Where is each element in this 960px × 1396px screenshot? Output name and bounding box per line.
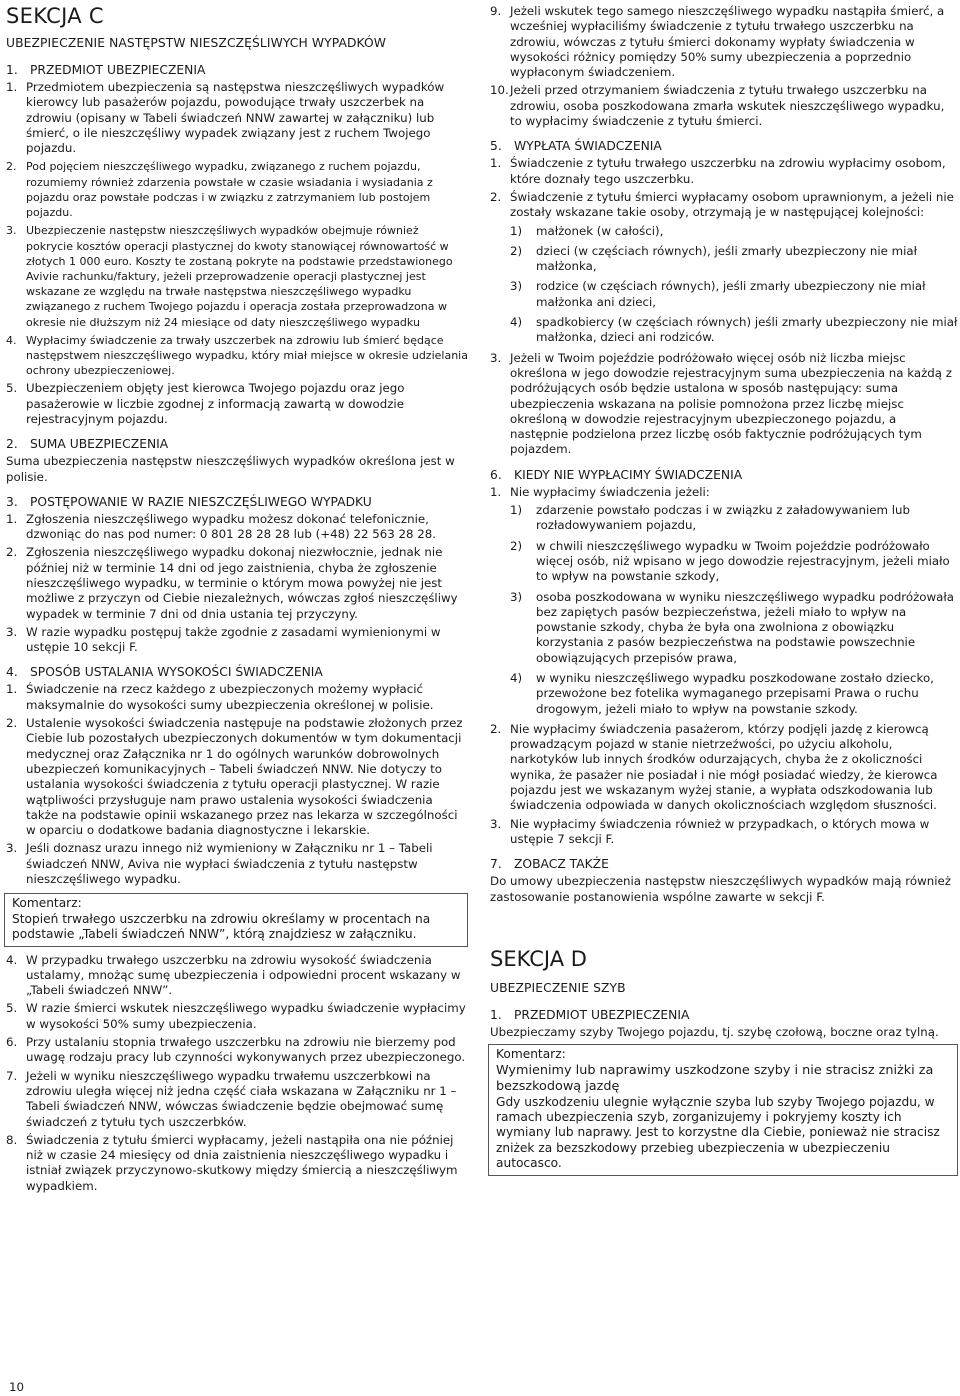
section-d-subtitle: UBEZPIECZENIE SZYB	[490, 980, 626, 995]
sub-list-item: 2) dzieci (w częściach równych), jeśli zmarły ubezpieczony nie miał małżonka,	[510, 243, 917, 274]
paragraph-c7: Do umowy ubezpieczenia następstw nieszczęśliwych wypadków mają również zastosowanie postanowienia wspólne zawarte w sekcji F.	[490, 874, 951, 904]
sub-list-item: 4) spadkobiercy (w częściach równych) jeśli zmarły ubezpieczony nie miał małżonka, dzieci ani rodziców.	[510, 315, 958, 345]
heading-c2: 2. SUMA UBEZPIECZENIA	[6, 437, 169, 452]
list-item: 2. Ustalenie wysokości świadczenia następuje na podstawie złożonych przez Ciebie lub pozostałych ubezpieczonych dokumentów w tym dokumentacji medycznej oraz Załącznika nr 1 do ogólnych warunków dobrowolnych ubezpieczeń komunikacyjnych – Tabeli świadczeń NNW. Nie dotyczy to ustalania wysokości świadczenia z tytułu operacji plastycznej. W razie wątpliwości przysługuje nam prawo ustalenia wysokości świadczenia także na podstawie opinii wskazanego przez nas lekarza w szczególności w oparciu o dodatkowe badania diagnostyczne i lekarskie.	[6, 716, 463, 838]
section-c-subtitle: UBEZPIECZENIE NASTĘPSTW NIESZCZĘŚLIWYCH WYPADKÓW	[6, 36, 387, 50]
paragraph-c2: Suma ubezpieczenia następstw nieszczęśliwych wypadków określona jest w polisie.	[6, 454, 455, 484]
section-d-title: SEKCJA D	[490, 946, 587, 971]
list-item: 9. Jeżeli wskutek tego samego nieszczęśliwego wypadku nastąpiła śmierć, a wcześniej wypłaciliśmy świadczenie z tytułu trwałego uszczerbku na zdrowiu, wówczas z tytułu śmierci dokonamy wypłaty świadczenia w wysokości różnicy pomiędzy 50% sumy ubezpieczenia a poprzednio wypłaconym świadczeniem.	[490, 4, 945, 80]
heading-c6: 6. KIEDY NIE WYPŁACIMY ŚWIADCZENIA	[490, 467, 743, 482]
list-item: 3. Jeżeli w Twoim pojeździe podróżowało więcej osób niż liczba miejsc określona w jego dowodzie rejestracyjnym suma ubezpieczenia na każdą z podróżujących osób będzie ustalona w sposób następujący: suma ubezpieczenia wskazana na polisie pomnożona przez liczbę miejsc określoną w dowodzie rejestracyjnym ubezpieczonego pojazdu, a następnie podzielona przez liczbę osób faktycznie podróżujących tym pojazdem.	[490, 350, 952, 457]
sub-list-item: 1) zdarzenie powstało podczas i w związku z załadowywaniem lub rozładowywaniem pojazdu,	[510, 503, 910, 533]
sub-list-item: 1) małżonek (w całości),	[510, 223, 664, 238]
section-c-title: SEKCJA C	[6, 4, 104, 28]
sub-list-item: 2) w chwili nieszczęśliwego wypadku w Twoim pojeździe podróżowało więcej osób, niż wpisano w jego dowodzie rejestracyjnym, jeżeli miało to wpływ na powstanie szkody,	[510, 538, 950, 584]
heading-c3: 3. POSTĘPOWANIE W RAZIE NIESZCZĘŚLIWEGO WYPADKU	[6, 494, 372, 509]
list-item: 5. W razie śmierci wskutek nieszczęśliwego wypadku świadczenie wypłacimy w wysokości 50% sumy ubezpieczenia.	[6, 1001, 466, 1031]
list-item: 2. Zgłoszenia nieszczęśliwego wypadku dokonaj niezwłocznie, jednak nie później niż w terminie 14 dni od jego zaistnienia, chyba że zgłoszenie nieszczęśliwego wypadku, w terminie o którym mowa powyżej nie jest możliwe z przyczyn od Ciebie niezależnych, wówczas zgłoś nieszczęśliwy wypadek w terminie 7 dni od dnia ustania tej przyczyny.	[6, 545, 458, 621]
heading-c7: 7. ZOBACZ TAKŻE	[490, 857, 609, 872]
list-item: 4. Wypłacimy świadczenie za trwały uszczerbek na zdrowiu lub śmierć będące następstwem nieszczęśliwego wypadku, który miał miejsce w okresie udzielania ochrony ubezpieczeniowej.	[6, 333, 468, 378]
list-item: 7. Jeżeli w wyniku nieszczęśliwego wypadku trwałemu uszczerbkowi na zdrowiu uległa więcej niż jedna część ciała wskazana w Załączniku nr 1 – Tabeli świadczeń NNW, wówczas świadczenie będzie obejmować sumę świadczeń z tytułu tych uszczerbków.	[6, 1068, 457, 1129]
left-column	[6, 4, 468, 1197]
list-item: 2. Pod pojęciem nieszczęśliwego wypadku, związanego z ruchem pojazdu, rozumiemy również zdarzenia powstałe w czasie wsiadania i wysiadania z pojazdu oraz powstałe podczas i w związku z zatrzymaniem lub postojem pojazdu.	[6, 160, 433, 220]
comment-text: Stopień trwałego uszczerbku na zdrowiu określamy w procentach na podstawie „Tabeli świadczeń NNW”, którą znajdziesz w załączniku.	[12, 911, 431, 942]
list-item: 2. Świadczenie z tytułu śmierci wypłacamy osobom uprawnionym, a jeżeli nie zostały wskazane takie osoby, otrzymają je w następującej kolejności: 1) małżonek (w całości), 2) dzieci (w częściach równych), jeśli zmarły ubezpieczony nie miał małżonka, 3) rodzice (w częściach równych), jeśli zmarły ubezpieczony nie miał małżonka ani dzieci, 4) spadkobiercy (w częściach równych) jeśli zmarły ubezpieczony nie miał małżonka, dzieci ani rodziców.	[490, 189, 958, 345]
heading-d1: 1. PRZEDMIOT UBEZPIECZENIA	[490, 1007, 690, 1022]
list-item: 1. Przedmiotem ubezpieczenia są następstwa nieszczęśliwych wypadków kierowcy lub pasażerów pojazdu, powodujące trwały uszczerbek na zdrowiu (opisany w Tabeli świadczeń NNW zawartej w załączniku) lub śmierć, o ile nieszczęśliwy wypadek związany jest z ruchem Twojego pojazdu.	[6, 80, 445, 156]
comment-heading: Wymienimy lub naprawimy uszkodzone szyby i nie stracisz zniżki za bezszkodową jazdę	[496, 1062, 934, 1094]
list-item: 1. Świadczenie z tytułu trwałego uszczerbku na zdrowiu wypłacimy osobom, które doznały tego uszczerbku.	[490, 156, 946, 186]
list-item: 1. Zgłoszenia nieszczęśliwego wypadku możesz dokonać telefonicznie, dzwoniąc do nas pod numer: 0 801 28 28 28 lub (+48) 22 563 28 28.	[6, 511, 437, 542]
list-item: 1. Nie wypłacimy świadczenia jeżeli: 1) zdarzenie powstało podczas i w związku z załadowywaniem lub rozładowywaniem pojazdu, 2) w chwili nieszczęśliwego wypadku w Twoim pojeździe podróżowało więcej osób, niż wpisano w jego dowodzie rejestracyjnym, jeżeli miało to wpływ na powstanie szkody, 3) osoba poszkodowana w wyniku nieszczęśliwego wypadku podróżowała bez zapiętych pasów bezpieczeństwa, jeżeli miało to wpływ na powstanie szkody, chyba że była ona zwolniona z obowiązku korzystania z pasów bezpieczeństwa na podstawie powszechnie obowiązujących przepisów prawa, 4) w wyniku nieszczęśliwego wypadku poszkodowane zostało dziecko, przewożone bez fotelika wymaganego przepisami Prawa o ruchu drogowym, jeżeli miało to wpływ na powstanie szkody.	[490, 485, 958, 717]
comment-title: Komentarz:	[12, 896, 82, 911]
paragraph-d1: Ubezpieczamy szyby Twojego pojazdu, tj. szybę czołową, boczne oraz tylną.	[490, 1024, 939, 1039]
list-item: 5. Ubezpieczeniem objęty jest kierowca Twojego pojazdu oraz jego pasażerowie w liczbie zgodnej z informacją zawartą w dowodzie rejestracyjnym pojazdu.	[6, 381, 405, 426]
list-item: 2. Nie wypłacimy świadczenia pasażerom, którzy podjęli jazdę z kierowcą prowadzącym pojazd w stanie nietrzeźwości, po użyciu alkoholu, narkotyków lub innych środków odurzających, chyba że z okoliczności wynika, że pasażer nie posiadał i nie mógł posiadać wiedzy, że kierowca pojazdu jest we wskazanym wyżej stanie, a wypłata odszkodowania lub świadczenia odpowiada w danych okolicznościach względom słuszności.	[490, 721, 938, 813]
list-item: 10. Jeżeli przed otrzymaniem świadczenia z tytułu trwałego uszczerbku na zdrowiu, osoba poszkodowana zmarła wskutek nieszczęśliwego wypadku, to wypłacimy świadczenie z tytułu śmierci.	[490, 83, 945, 129]
list-item: 4. W przypadku trwałego uszczerbku na zdrowiu wysokość świadczenia ustalamy, mnożąc sumę ubezpieczenia i odpowiedni procent wskazany w „Tabeli świadczeń NNW”.	[6, 952, 461, 998]
comment-box	[488, 1044, 958, 1175]
right-column	[490, 4, 958, 1182]
list-item: 3. Jeśli doznasz urazu innego niż wymieniony w Załączniku nr 1 – Tabeli świadczeń NNW, Aviva nie wypłaci świadczenia z tytułu następstw nieszczęśliwego wypadku.	[6, 841, 433, 887]
sub-list-item: 3) rodzice (w częściach równych), jeśli zmarły ubezpieczony nie miał małżonka ani dzieci,	[510, 279, 926, 309]
page-number: 10	[9, 1380, 25, 1394]
sub-list-item: 3) osoba poszkodowana w wyniku nieszczęśliwego wypadku podróżowała bez zapiętych pasów bezpieczeństwa, jeżeli miało to wpływ na powstanie szkody, chyba że była ona zwolniona z obowiązku korzystania z pasów bezpieczeństwa na podstawie powszechnie obowiązujących przepisów prawa,	[510, 589, 954, 665]
list-item: 8. Świadczenia z tytułu śmierci wypłacamy, jeżeli nastąpiła ona nie później niż w czasie 24 miesięcy od dnia zaistnienia nieszczęśliwego wypadku i istniał związek przyczynowo-skutkowy między śmiercią a nieszczęśliwym wypadkiem.	[6, 1132, 458, 1193]
comment-box	[4, 893, 468, 946]
list-item: 1. Świadczenie na rzecz każdego z ubezpieczonych możemy wypłacić maksymalnie do wysokości sumy ubezpieczenia określonej w polisie.	[6, 682, 434, 712]
list-c1	[6, 80, 468, 427]
list-item: 6. Przy ustalaniu stopnia trwałego uszczerbku na zdrowiu nie bierzemy pod uwagę rodzaju pracy lub czynności wykonywanych przez ubezpieczonego.	[6, 1035, 466, 1065]
heading-c4: 4. SPOSÓB USTALANIA WYSOKOŚCI ŚWIADCZENIA	[6, 665, 323, 680]
heading-c5: 5. WYPŁATA ŚWIADCZENIA	[490, 139, 662, 154]
sub-list-item: 4) w wyniku nieszczęśliwego wypadku poszkodowane zostało dziecko, przewożone bez fotelika wymaganego przepisami Prawa o ruchu drogowym, jeżeli miało to wpływ na powstanie szkody.	[510, 670, 934, 716]
heading-c1: 1. PRZEDMIOT UBEZPIECZENIA	[6, 63, 206, 77]
list-item: 3. Ubezpieczenie następstw nieszczęśliwych wypadków obejmuje również pokrycie kosztów operacji plastycznej do kwoty stanowiącej równowartość w złotych 1 000 euro. Koszty te zostaną pokryte na podstawie przedstawionego Avivie rachunku/faktury, jeżeli przeprowadzenie operacji plastycznej jest wskazane ze względu na trwałe następstwa nieszczęśliwego wypadku związanego z ruchem Twojego pojazdu i operacja została przeprowadzona w okresie nie dłuższym niż 24 miesiące od daty nieszczęśliwego wypadku	[6, 224, 453, 329]
list-item: 3. W razie wypadku postępuj także zgodnie z zasadami wymienionymi w ustępie 10 sekcji F.	[6, 624, 441, 655]
comment-text: Gdy uszkodzeniu ulegnie wyłącznie szyba lub szyby Twojego pojazdu, w ramach ubezpieczenia szyb, zorganizujemy i pokryjemy koszty ich wymiany lub naprawy. Jest to korzystne dla Ciebie, ponieważ nie stracisz zniżek za bezszkodowy przebieg ubezpieczenia w ubezpieczeniu autocasco.	[496, 1094, 940, 1171]
list-item: 3. Nie wypłacimy świadczenia również w przypadkach, o których mowa w ustępie 7 sekcji F.	[490, 816, 930, 846]
comment-title: Komentarz:	[496, 1047, 566, 1062]
